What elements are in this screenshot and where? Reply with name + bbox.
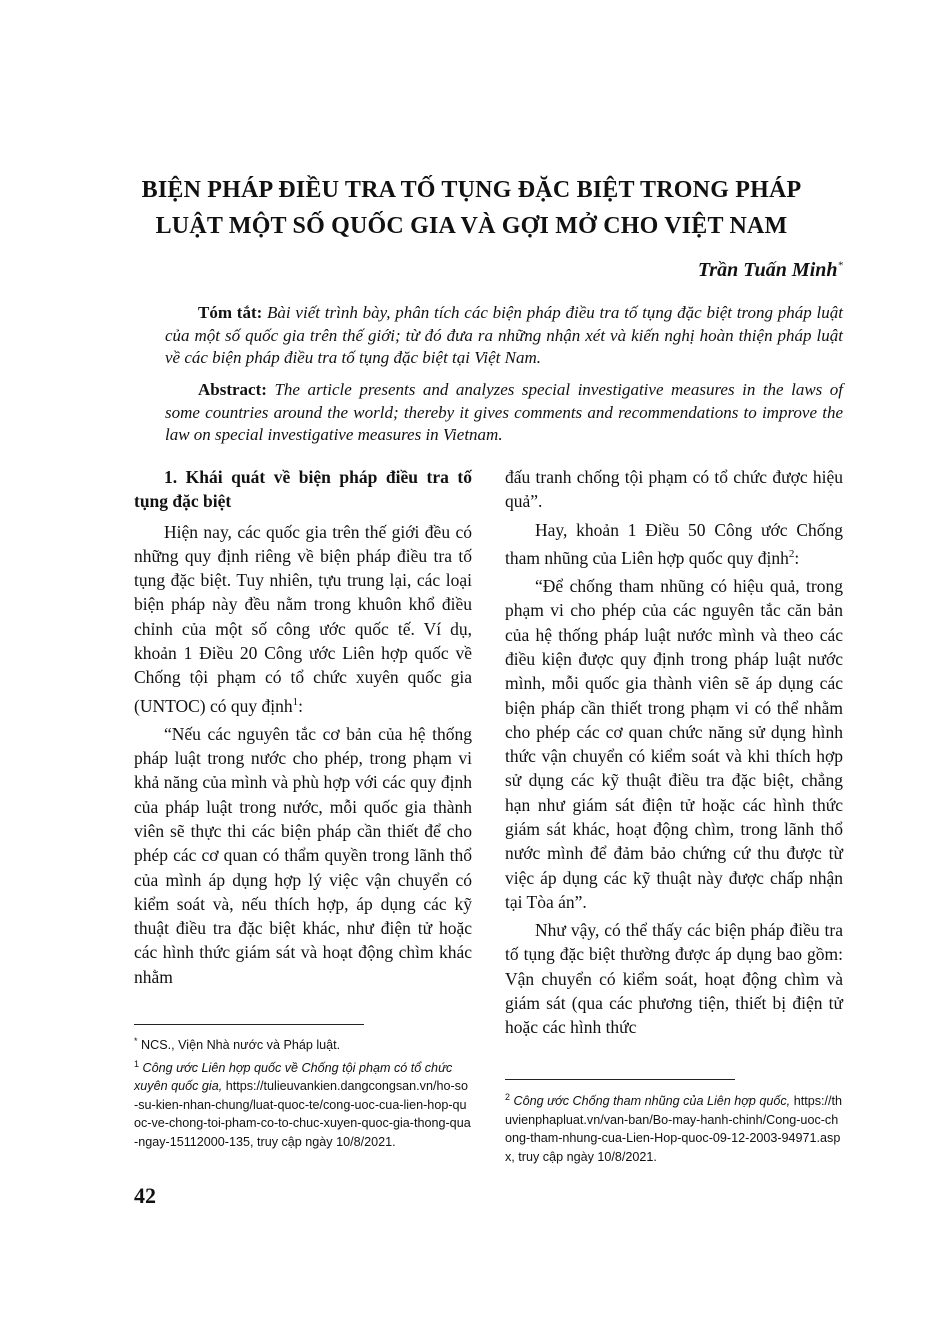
author-name: Trần Tuấn Minh* [697, 259, 843, 281]
right-column [505, 465, 843, 1044]
right-paragraph-3: Như vậy, có thể thấy các biện pháp điều tra tố tụng đặc biệt thường được áp dụng bao gồm: Vận chuyển có kiểm soát, hoạt động chìm và giám sát (qua các phương tiện, thiết bị điện tử hoặc các hình thức [505, 920, 843, 1038]
left-quote-paragraph: “Nếu các nguyên tắc cơ bản của hệ thống pháp luật trong nước cho phép, trong phạm vi khả năng của mình và phù hợp với các quy định của pháp luật trong nước, mỗi quốc gia thành viên sẽ thực thi các biện pháp cần thiết để cho phép các cơ quan có thẩm quyền trong lãnh thổ của mình áp dụng hợp lý việc vận chuyển có kiểm soát và, nếu thích hợp, áp dụng các kỹ thuật điều tra đặc biệt khác, như điện tử hoặc các hình thức giám sát và hoạt động chìm khác nhằm [134, 723, 472, 987]
footnote-divider-right [505, 1079, 735, 1080]
author-footnote-mark: * [837, 259, 843, 272]
abstract-en-label: Abstract: [198, 380, 267, 399]
footnote-1-url[interactable]: https://tulieuvankien.dangcongsan.vn/ho-so-su-kien-nhan-chung/luat-quoc-te/cong-uoc-cua-lien-hop-quoc-ve-chong-toi-pham-co-to-chuc-xuyen-quoc-gia-thong-qua-ngay-15112000-135, [134, 1079, 471, 1149]
footnote-ref-2: 2 [788, 547, 795, 560]
footnote-divider-left [134, 1024, 364, 1025]
title-line-2: LUẬT MỘT SỐ QUỐC GIA VÀ GỢI MỞ CHO VIỆT NAM [155, 213, 788, 239]
right-quote-paragraph: “Để chống tham nhũng có hiệu quả, trong phạm vi cho phép của các nguyên tắc căn bản của hệ thống pháp luật nước mình và theo các điều kiện được quy định trong pháp luật nước mình, mỗi quốc gia thành viên sẽ áp dụng các biện pháp cần thiết trong phạm vi có thể nhằm cho phép các cơ quan chức năng sử dụng hình thức vận chuyển có kiểm soát và khi thích hợp sử dụng các kỹ thuật điều tra đặc biệt, chẳng hạn như giám sát điện tử hoặc các hình thức giám sát khác, hoạt động chìm, trong lãnh thổ nước mình để đảm bảo chứng cứ thu được từ việc áp dụng các kỹ thuật này được chấp nhận tại Tòa án”. [505, 576, 843, 912]
page-number: 42 [134, 1183, 156, 1208]
right-paragraph-continuation: đấu tranh chống tội phạm có tổ chức được hiệu quả”. [505, 467, 843, 512]
abstract-english [165, 379, 843, 447]
footnote-star: * NCS., Viện Nhà nước và Pháp luật. [134, 1036, 341, 1053]
footnotes-right [505, 1088, 843, 1166]
abstract-vietnamese [165, 302, 843, 370]
right-paragraph-1: Hay, khoản 1 Điều 50 Công ước Chống tham nhũng của Liên hợp quốc quy định$^2$: [505, 519, 843, 568]
left-paragraph-1: Hiện nay, các quốc gia trên thế giới đều có những quy định riêng về biện pháp điều tra tố tụng đặc biệt. Tuy nhiên, tựu trung lại, các loại biện pháp này đều nằm trong khuôn khổ điều chỉnh của một số công ước quốc tế. Ví dụ, khoản 1 Điều 20 Công ước Liên hợp quốc về Chống tội phạm có tổ chức xuyên quốc gia (UNTOC) có quy định$^1$: [134, 521, 472, 716]
left-column [134, 465, 472, 993]
footnotes-left [134, 1032, 472, 1151]
footnote-ref-1: 1 [292, 695, 299, 708]
footnote-1: $^1$ Công ước Liên hợp quốc về Chống tội phạm có tổ chức xuyên quốc gia, https://tulieuvankien.dangcongsan.vn/ho-so-su-kien-nhan-chung/luat-quoc-te/cong-uoc-cua-lien-hop-quoc-ve-chong-toi-pham-co-to-chuc-xuyen-quoc-gia-thong-qua-ngay-15112000-135, truy cập ngày 10/8/2021. [134, 1058, 471, 1149]
abstract-vi-text: Bài viết trình bày, phân tích các biện pháp điều tra tố tụng đặc biệt trong pháp luật của một số quốc gia trên thế giới; từ đó đưa ra những nhận xét và kiến nghị hoàn thiện pháp luật về các biện pháp điều tra tố tụng đặc biệt tại Việt Nam. [165, 303, 843, 367]
section-heading: 1. Khái quát về biện pháp điều tra tố tụng đặc biệt [134, 467, 472, 512]
footnote-2: $^2$ Công ước Chống tham nhũng của Liên hợp quốc, https://thuvienphapluat.vn/van-ban/Bo-may-hanh-chinh/Cong-uoc-chong-tham-nhung-cua-Lien-Hop-quoc-09-12-2003-94971.aspx, truy cập ngày 10/8/2021. [505, 1092, 842, 1164]
abstract-vi-label: Tóm tắt: [198, 303, 263, 322]
article-title [100, 172, 843, 244]
footnote-2-url[interactable]: https://thuvienphapluat.vn/van-ban/Bo-may-hanh-chinh/Cong-uoc-chong-tham-nhung-cua-Lien-Hop-quoc-09-12-2003-94971.aspx, [505, 1094, 842, 1164]
title-line-1: BIỆN PHÁP ĐIỀU TRA TỐ TỤNG ĐẶC BIỆT TRONG PHÁP [141, 177, 802, 203]
abstract-en-text: The article presents and analyzes special investigative measures in the laws of some countries around the world; thereby it gives comments and recommendations to improve the law on special investigative measures in Vietnam. [165, 380, 844, 444]
